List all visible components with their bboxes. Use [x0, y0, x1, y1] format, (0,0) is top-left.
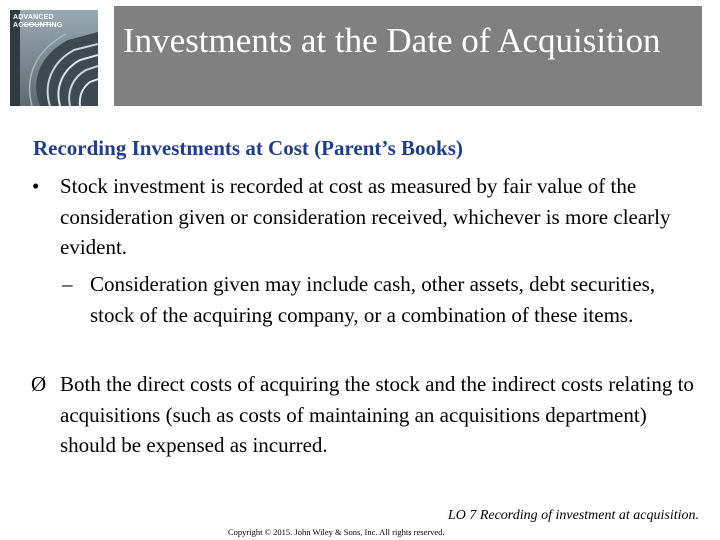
book-cover-title: ADVANCED ACCOUNTING [13, 14, 63, 29]
title-bar [114, 6, 702, 106]
bullet-text-3: Both the direct costs of acquiring the stock and the indirect costs relating to acquisitions (such as costs of maintaining an acquisitions department) should be expensed as incurred. [60, 372, 694, 457]
bullet-arrow-marker: Ø [31, 372, 47, 396]
copyright-notice: Copyright © 2015. John Wiley & Sons, Inc. All rights reserved. [228, 527, 445, 537]
book-cover-image [10, 10, 98, 106]
bullet-text-2: Consideration given may include cash, other assets, debt securities, stock of the acquiring company, or a combination of these items. [90, 272, 656, 327]
learning-objective: LO 7 Recording of investment at acquisition. [447, 508, 699, 523]
section-heading: Recording Investments at Cost (Parent’s Books) [33, 136, 463, 160]
bullet-text-1: Stock investment is recorded at cost as measured by fair value of the consideration given or consideration received, whichever is more clearly evident. [60, 174, 671, 259]
bullet-dot-marker: • [32, 174, 40, 198]
bullet-dash-marker: – [62, 272, 73, 296]
slide-title: Investments at the Date of Acquisition [123, 21, 661, 60]
